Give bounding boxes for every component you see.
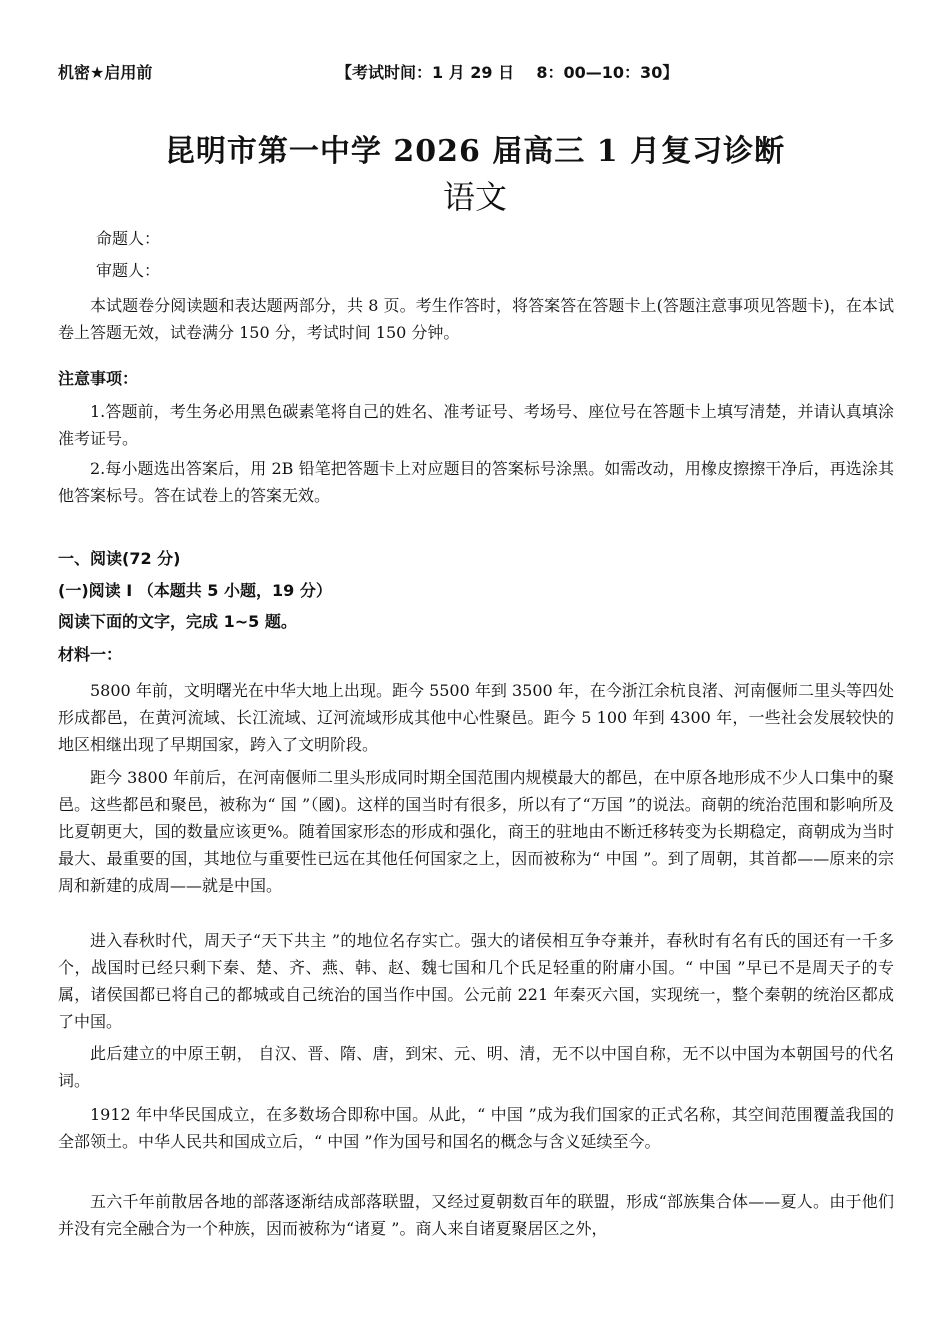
passage-paragraph-4: 此后建立的中原王朝， 自汉、晋、隋、唐，到宋、元、明、清，无不以中国自称，无不以中国为本朝国号的代名词。 <box>58 1044 894 1090</box>
passage-paragraph-3: 进入春秋时代，周天子“天下共主 ”的地位名存实亡。强大的诸侯相互争夺兼并，春秋时有名有氏的国还有一千多个，战国时已经只剩下秦、楚、齐、燕、韩、赵、魏七国和几个氏足轻重的附庸小国。“ 中国 ”早已不是周天子的专属，诸侯国都已将自己的都城或自己统治的国当作中国。公元前 221 年秦灭六国，实现统一，整个秦朝的统治区都成了中国。 <box>58 931 894 1031</box>
exam-time: 【考试时间：1 月 29 日 8：00—10：30】 <box>336 63 679 82</box>
notice-item-2: 2.每小题选出答案后，用 2B 铅笔把答题卡上对应题目的答案标号涂黑。如需改动，用橡皮擦擦干净后，再选涂其他答案标号。答在试卷上的答案无效。 <box>58 459 894 505</box>
passage-paragraph-5: 1912 年中华民国成立，在多数场合即称中国。从此，“ 中国 ”成为我们国家的正式名称，其空间范围覆盖我国的全部领土。中华人民共和国成立后，“ 中国 ”作为国号和国名的概念与含义延续至今。 <box>58 1105 894 1151</box>
material-label: 材料一： <box>58 645 123 664</box>
header-line <box>58 60 892 84</box>
reading-instruction: 阅读下面的文字，完成 1~5 题。 <box>58 612 297 631</box>
subsection-title: (一)阅读 Ⅰ （本题共 5 小题，19 分） <box>58 581 332 600</box>
passage-paragraph-1: 5800 年前，文明曙光在中华大地上出现。距今 5500 年到 3500 年，在今浙江余杭良渚、河南偃师二里头等四处形成都邑，在黄河流域、长江流域、辽河流域形成其他中心性聚邑。距今 5 100 年到 4300 年，一些社会发展较快的地区相继出现了早期国家，跨入了文明阶段。 <box>58 681 894 754</box>
subject-title: 语文 <box>442 178 507 216</box>
notice-title: 注意事项： <box>58 369 139 388</box>
reviewer-label: 审题人： <box>96 261 161 280</box>
intro-paragraph: 本试题卷分阅读题和表达题两部分，共 8 页。考生作答时，将答案答在答题卡上(答题注意事项见答题卡)，在本试卷上答题无效，试卷满分 150 分，考试时间 150 分钟。 <box>58 296 894 342</box>
notice-item-1: 1.答题前，考生务必用黑色碳素笔将自己的姓名、准考证号、考场号、座位号在答题卡上填写清楚，并请认真填涂准考证号。 <box>58 402 894 448</box>
setter-label: 命题人： <box>96 229 161 248</box>
page-title: 昆明市第一中学 2026 届高三 1 月复习诊断 <box>164 134 786 169</box>
section-title: 一、阅读(72 分) <box>58 549 181 568</box>
passage-paragraph-2: 距今 3800 年前后，在河南偃师二里头形成同时期全国范围内规模最大的都邑，在中原各地形成不少人口集中的聚邑。这些都邑和聚邑，被称为“ 国 ”（國)。这样的国当时有很多，所以有了“万国 ”的说法。商朝的统治范围和影响所及比夏朝更大，国的数量应该更%。随着国家形态的形成和强化，商王的驻地由不断迁移转变为长期稳定，商朝成为当时最大、最重要的国，其地位与重要性已远在其他任何国家之上，因而被称为“ 中国 ”。到了周朝，其首都——原来的宗周和新建的成周——就是中国。 <box>58 768 894 895</box>
secret-label: 机密★启用前 <box>58 63 153 82</box>
passage-paragraph-6: 五六千年前散居各地的部落逐渐结成部落联盟，又经过夏朝数百年的联盟，形成“部族集合体——夏人。由于他们并没有完全融合为一个种族，因而被称为“诸夏 ”。商人来自诸夏聚居区之外， <box>58 1192 894 1238</box>
